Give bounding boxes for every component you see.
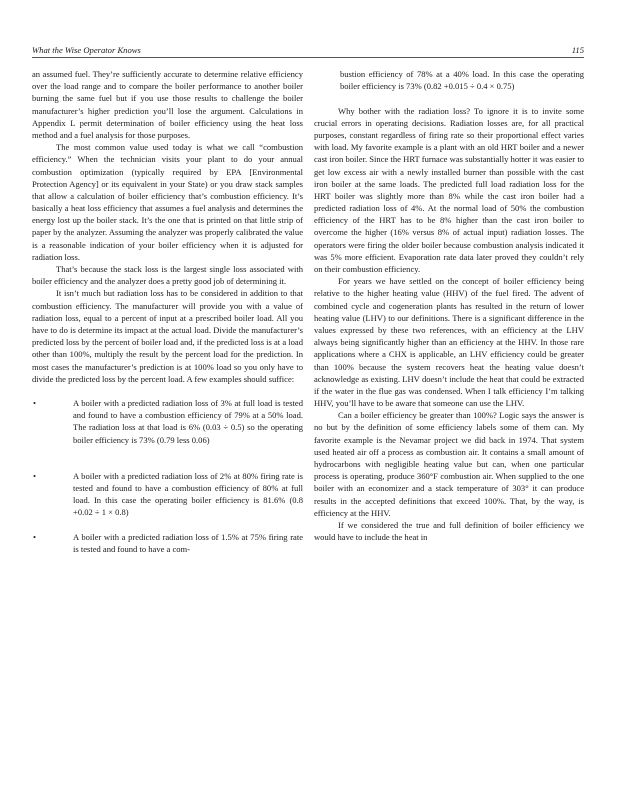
paragraph: The most common value used today is what we call “combustion efficiency.” When the technician visits your plant to do your annual combustion optimization (typically required by EPA [Environmental Protection Agency] or its equivalent in your State) or you draw stack samples that allow a calculation of boiler efficiency that’s combustion efficiency. It’s basically a heat loss efficiency that assumes a fuel analysis and determines the energy lost up the boiler stack. It’s the one that is printed on that little strip of paper by the analyzer. Assuming the analyzer was properly calibrated the value is a reasonable indication of your boiler efficiency when it is adjusted for radiation loss.	[32, 142, 303, 262]
paragraph: It isn’t much but radiation loss has to be considered in addition to that combustion efficiency. The manufacturer will provide you with a value of radiation loss, equal to a percent of input at a prescribed boiler load. All you have to do is determine its impact at the actual load. Divide the manufacturer’s predicted loss by the percent of boiler load and, if the predicted loss is at a load other than 100%, multiply the result by the percent load for the prediction. In most cases the manufacturer’s prediction is at 100% load so you only have to divide the predicted loss by the percent load. A few examples should suffice:	[32, 288, 303, 384]
bullet-item	[32, 397, 303, 446]
bullet-marker: •	[33, 470, 36, 481]
bullet-marker: •	[33, 398, 36, 409]
running-header-title: What the Wise Operator Knows	[32, 45, 141, 55]
paragraph: Can a boiler efficiency be greater than 100%? Logic says the answer is no but by the definition of some efficiency labels some of them can. My favorite example is the Nevamar project we did back in 1974. That system used heated air off a process as combustion air. It contains a small amount of hydrocarbons with negligible heating value but can, when one particular process is operating, produce 360°F combustion air. When supplied to the one boiler with an economizer and a stack temperature of 303° it can produce results in the accepted definitions that exceed 100%. That, by the way, is efficiency at the HHV.	[314, 410, 584, 518]
running-header	[32, 45, 584, 58]
left-column	[32, 68, 303, 555]
bullet-marker: •	[33, 531, 36, 542]
paragraph: bustion efficiency of 78% at a 40% load. In this case the operating boiler efficiency is 73% (0.82 +0.015 ÷ 0.4 × 0.75)	[340, 69, 584, 92]
page-number: 115	[571, 45, 584, 55]
paragraph: an assumed fuel. They’re sufficiently accurate to determine relative efficiency over the load range and to compare the boiler performance to another boiler burning the same fuel but if you use those results to challenge the boiler manufacturer’s higher prediction you’ll lose the argument. Calculations in Appendix L permit determination of boiler efficiency using the heat loss method and a fuel analysis for those purposes.	[32, 69, 303, 140]
right-column	[314, 68, 584, 543]
paragraph: For years we have settled on the concept of boiler efficiency being relative to the higher heating value (HHV) of the fuel fired. The advent of combined cycle and cogeneration plants has resulted in the return of lower heating value (LHV) to our definitions. There is a significant difference in the values expressed by these two references, with an efficiency at the LHV always being significantly higher than an efficiency at the HHV. In those rare applications where a CHX is applicable, an LHV efficiency could be greater than 100% because the system recovers heat the heating value doesn’t acknowledge as existing. LHV doesn’t include the heat that could be extracted if the water in the flue gas was condensed. When I talk efficiency I’m talking HHV, you’ll have to be aware that someone can use the LHV.	[314, 276, 584, 409]
paragraph: That’s because the stack loss is the largest single loss associated with boiler efficiency and the analyzer does a pretty good job of determining it.	[32, 264, 303, 287]
bullet-text: A boiler with a predicted radiation loss of 3% at full load is tested and found to have a combustion efficiency of 79% at a 50% load. The radiation loss at that load is 6% (0.03 ÷ 0.5) so the operating boiler efficiency is 73% (0.79 less 0.06)	[73, 398, 303, 445]
bullet-text: A boiler with a predicted radiation loss of 2% at 80% firing rate is tested and found to have a combustion efficiency of 80% at full load. In this case the operating boiler efficiency is 81.6% (0.8 +0.02 ÷ 1 × 0.8)	[73, 470, 303, 518]
bullet-text: A boiler with a predicted radiation loss of 1.5% at 75% firing rate is tested and found to have a com-	[73, 531, 303, 554]
bullet-item	[32, 470, 303, 519]
paragraph: If we considered the true and full definition of boiler efficiency we would have to include the heat in	[314, 519, 584, 543]
bullet-item	[32, 531, 303, 555]
paragraph: Why bother with the radiation loss? To ignore it is to invite some crucial errors in operating decisions. Radiation losses are, for all practical purposes, constant regardless of firing rate so their proportional effect varies with load. My favorite example is a plant with an old HRT boiler and a newer cast iron boiler. Since the HRT furnace was substantially hotter it was easier to get low excess air with a newly installed burner than possible with the cast iron boiler at the same loads. The predicted full load radiation loss for the HRT boiler was slightly more than 8% while the cast iron boiler had a predicted radiation loss of 4%. At the normal load of 50% the combustion efficiency of the HRT has to be 8% higher than the cast iron boiler to overcome the higher (16% versus 8% of actual input) radiation losses. The operators were firing the older boiler because combustion analysis indicated it was 5% more efficient. Evaporation rate data later proved they couldn’t rely on their combustion efficiency.	[314, 105, 584, 274]
